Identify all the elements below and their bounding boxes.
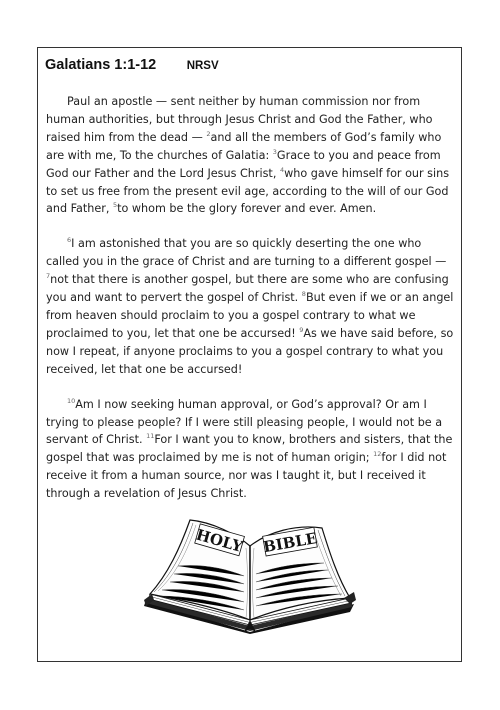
verse-number-4: 4 bbox=[279, 165, 285, 174]
passage-reference: Galatians 1:1-12 bbox=[45, 57, 157, 73]
bible-right-lettering: BIBLE bbox=[261, 529, 319, 557]
passage-text bbox=[46, 93, 458, 520]
verse-number-10: 10 bbox=[67, 396, 76, 405]
translation-label: NRSV bbox=[186, 60, 219, 72]
verse-12-text: for I did not receive it from a human source, nor was I taught it, but I received it through a revelation of Jesus Christ. bbox=[46, 451, 447, 501]
verse-7-text: not that there is another gospel, but there are some who are confusing you and want to pervert the gospel of Christ. bbox=[46, 273, 449, 305]
verse-4-text: who gave himself for our sins to set us free from the present evil age, according to the will of our God and Father, bbox=[46, 166, 450, 216]
verse-11-text: For I want you to know, brothers and sisters, that the gospel that was proclaimed by me is not of human origin; bbox=[46, 433, 453, 465]
paragraph-1 bbox=[46, 93, 458, 218]
verse-9-text: As we have said before, so now I repeat, if anyone proclaims to you a gospel contrary to what you received, let that one be accursed! bbox=[46, 326, 454, 376]
bible-left-lettering: HOLY bbox=[193, 525, 245, 556]
verse-number-2: 2 bbox=[206, 129, 211, 138]
verse-5-text: to whom be the glory forever and ever. Amen. bbox=[117, 202, 377, 216]
verse-8-text: But even if we or an angel from heaven should proclaim to you a gospel contrary to what we proclaimed to you, let that one be accursed! bbox=[46, 291, 454, 340]
verse-1-text: Paul an apostle — sent neither by human commission nor from human authorities, but through Jesus Christ and God the Father, who raised him from the dead — bbox=[46, 95, 433, 144]
passage-heading bbox=[45, 56, 219, 74]
verse-number-11: 11 bbox=[146, 432, 155, 441]
verse-6-text: I am astonished that you are so quickly deserting the one who called you in the grace of Christ and are turning to a different gospel — bbox=[46, 237, 447, 269]
verse-number-5: 5 bbox=[112, 201, 118, 210]
verse-3-text: Grace to you and peace from God our Father and the Lord Jesus Christ, bbox=[46, 148, 441, 180]
verse-number-3: 3 bbox=[272, 147, 277, 156]
verse-number-7: 7 bbox=[46, 272, 51, 281]
verse-number-9: 9 bbox=[299, 325, 304, 334]
verse-2-text: and all the members of God’s family who are with me, To the churches of Galatia: bbox=[46, 130, 442, 162]
open-bible-icon bbox=[140, 508, 360, 634]
paragraph-3 bbox=[46, 396, 458, 503]
verse-number-8: 8 bbox=[301, 290, 306, 299]
verse-number-6: 6 bbox=[67, 236, 72, 245]
paragraph-2 bbox=[46, 235, 458, 378]
verse-10-text: Am I now seeking human approval, or God’s approval? Or am I trying to please people? If I were still pleasing people, I would not be a servant of Christ. bbox=[46, 397, 443, 447]
verse-number-12: 12 bbox=[373, 450, 382, 459]
